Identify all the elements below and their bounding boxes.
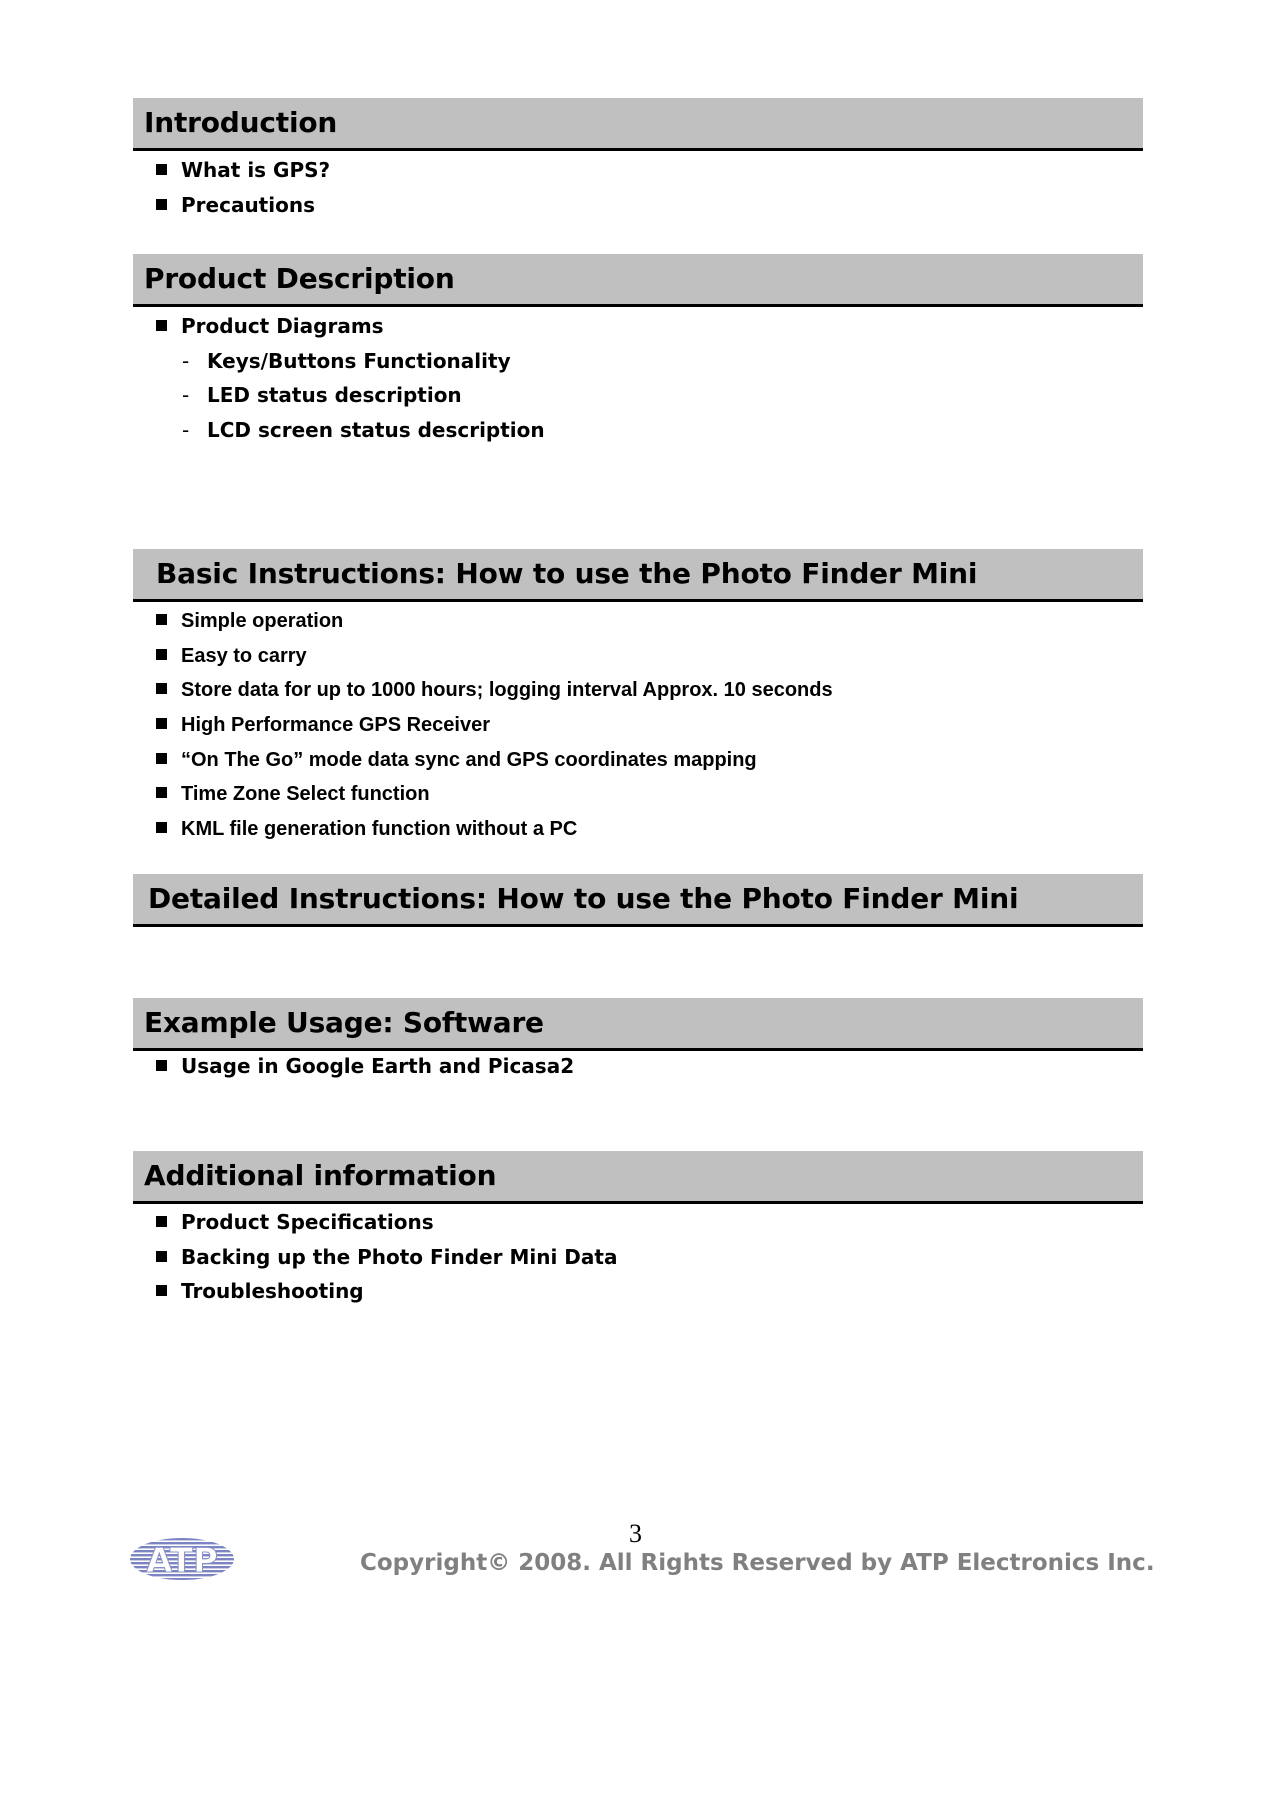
list-item [156,818,577,848]
logo-text: ATP [146,1541,218,1581]
section-title: Example Usage: Software [144,1006,544,1039]
section-header-example-usage [133,998,1143,1051]
dash-bullet-icon: - [182,349,190,373]
square-bullet-icon [156,753,167,764]
list-item-text: Product Diagrams [181,314,384,338]
list-item [156,714,490,744]
list-item-text: Usage in Google Earth and Picasa2 [181,1054,575,1078]
sub-list-item [182,349,511,373]
section-title: Introduction [144,106,338,139]
list-item [156,1210,434,1240]
list-item [156,783,430,813]
list-item [156,645,307,675]
square-bullet-icon [156,649,167,660]
square-bullet-icon [156,683,167,694]
list-item [156,749,757,779]
square-bullet-icon [156,822,167,833]
section-header-basic-instructions [133,549,1143,602]
list-item-text: Simple operation [181,610,344,632]
list-item-text: Easy to carry [181,645,307,667]
sub-list-item [182,383,462,407]
section-header-additional-information [133,1151,1143,1204]
list-item-text: What is GPS? [181,158,331,182]
square-bullet-icon [156,320,167,331]
section-title: Basic Instructions: How to use the Photo Finder Mini [156,557,978,590]
section-header-detailed-instructions [133,874,1143,927]
list-item [156,193,315,223]
sub-list-item-text: LCD screen status description [207,418,545,442]
dash-bullet-icon: - [182,383,190,407]
list-item [156,1054,574,1084]
list-item-text: Precautions [181,193,315,217]
section-header-product-description [133,254,1143,307]
list-item-text: Time Zone Select function [181,783,430,805]
list-item [156,610,343,640]
section-title: Product Description [144,262,455,295]
list-item-text: Product Specifications [181,1210,434,1234]
square-bullet-icon [156,787,167,798]
page-number: 3 [629,1519,642,1548]
section-title: Detailed Instructions: How to use the Photo Finder Mini [148,882,1019,915]
square-bullet-icon [156,614,167,625]
square-bullet-icon [156,1060,167,1071]
section-title: Additional information [144,1159,497,1192]
list-item [156,158,330,188]
dash-bullet-icon: - [182,418,190,442]
list-item-text: High Performance GPS Receiver [181,714,491,736]
list-item-text: Backing up the Photo Finder Mini Data [181,1245,618,1269]
list-item-text: KML file generation function without a PC [181,818,578,840]
sub-list-item-text: Keys/Buttons Functionality [207,349,511,373]
list-item [156,314,384,344]
square-bullet-icon [156,199,167,210]
sub-list-item [182,418,545,442]
section-header-introduction [133,98,1143,151]
list-item-text: “On The Go” mode data sync and GPS coordinates mapping [181,749,757,771]
square-bullet-icon [156,1285,167,1296]
list-item [156,1245,617,1275]
square-bullet-icon [156,1216,167,1227]
copyright-text: Copyright© 2008. All Rights Reserved by ATP Electronics Inc. [360,1550,1155,1576]
square-bullet-icon [156,718,167,729]
list-item-text: Store data for up to 1000 hours; logging interval Approx. 10 seconds [181,679,833,701]
list-item [156,679,833,709]
square-bullet-icon [156,164,167,175]
list-item-text: Troubleshooting [181,1279,364,1303]
list-item [156,1279,364,1309]
sub-list-item-text: LED status description [207,383,462,407]
square-bullet-icon [156,1251,167,1262]
